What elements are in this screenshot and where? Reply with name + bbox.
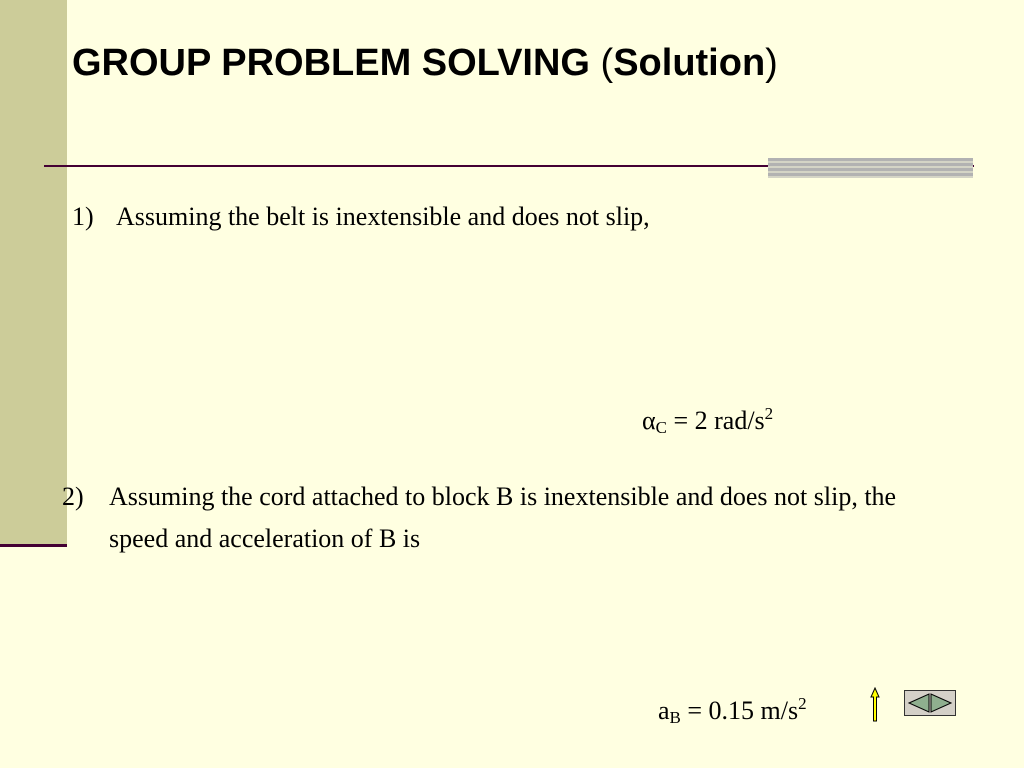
title-main: GROUP PROBLEM SOLVING	[72, 42, 590, 84]
equation-alpha-c	[642, 404, 773, 438]
equation-symbol: a	[658, 696, 670, 725]
equation-subscript: C	[655, 418, 667, 437]
list-item-text: Assuming the belt is inextensible and does not slip,	[116, 202, 650, 231]
title-paren-open: (	[600, 42, 614, 84]
list-item-1	[72, 196, 650, 238]
list-item-text: Assuming the cord attached to block B is inextensible and does not slip, the speed and acceleration of B is	[109, 482, 897, 553]
equation-exponent: 2	[798, 694, 807, 713]
equation-symbol: α	[642, 406, 656, 435]
left-bar-underline	[0, 544, 67, 547]
equation-subscript: B	[669, 708, 681, 727]
slide-title	[72, 42, 778, 85]
list-item-number: 2)	[62, 482, 84, 511]
title-paren-close: )	[765, 42, 778, 84]
list-item-2	[62, 476, 922, 560]
title-paren-word: Solution	[613, 42, 766, 84]
up-arrow-icon	[867, 687, 883, 723]
left-decorative-bar	[0, 0, 67, 544]
equation-a-b	[658, 694, 807, 728]
nav-arrows-icon	[906, 692, 954, 714]
equation-exponent: 2	[764, 404, 774, 423]
back-forward-nav-icon[interactable]	[904, 690, 956, 716]
equation-value: = 2 rad/s	[666, 406, 765, 435]
list-item-number: 1)	[72, 202, 94, 231]
title-divider-accent	[768, 158, 973, 178]
equation-value: = 0.15 m/s	[680, 696, 799, 725]
